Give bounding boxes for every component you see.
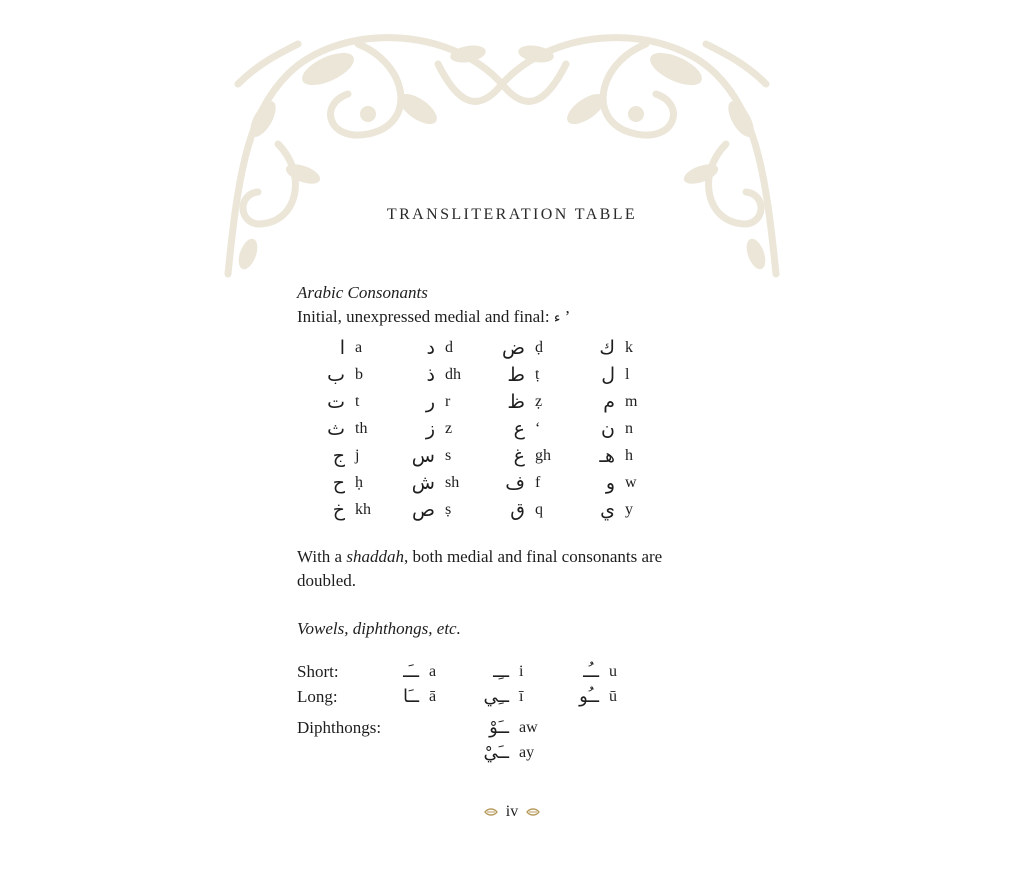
shaddah-note-after: , both medial and final consonants are doubled.	[297, 547, 663, 590]
consonant-cell	[501, 472, 591, 494]
consonant-cell	[321, 364, 411, 386]
arabic-letter: ل	[601, 363, 615, 386]
diphthong-list	[483, 715, 573, 765]
transliteration: ū	[609, 687, 617, 705]
arabic-letter: ي	[600, 498, 615, 521]
consonant-cell	[501, 337, 591, 359]
content-area	[297, 281, 717, 765]
transliteration: b	[355, 365, 363, 383]
transliteration: d	[445, 338, 453, 356]
short-vowel-cell	[573, 661, 663, 682]
transliteration: th	[355, 419, 368, 437]
transliteration: m	[625, 392, 638, 410]
transliteration: q	[535, 500, 543, 518]
transliteration: n	[625, 419, 633, 437]
long-vowel-label: Long:	[297, 686, 338, 706]
short-vowel-row	[297, 659, 717, 684]
long-vowel-row	[297, 684, 717, 709]
transliteration: ṣ	[445, 500, 452, 518]
consonant-cell	[591, 445, 681, 467]
consonant-cell	[501, 418, 591, 440]
arabic-letter: م	[603, 390, 615, 413]
consonant-cell	[501, 391, 591, 413]
diphthong-row	[297, 715, 717, 765]
short-vowel-cell	[483, 661, 573, 682]
arabic-letter: ذ	[426, 363, 435, 386]
vowel-table	[297, 659, 717, 765]
consonant-cell	[321, 391, 411, 413]
arabic-letter: ــُو	[579, 686, 599, 707]
transliteration: j	[355, 446, 360, 464]
arabic-letter: هـ	[599, 444, 615, 467]
arabic-letter: ق	[510, 498, 525, 521]
arabic-letter: و	[605, 471, 615, 494]
transliteration: s	[445, 446, 452, 464]
page-number-text: iv	[505, 803, 519, 820]
consonant-cell	[411, 418, 501, 440]
transliteration: f	[535, 473, 541, 491]
consonant-cell	[591, 418, 681, 440]
consonant-cell	[591, 472, 681, 494]
consonant-cell	[411, 364, 501, 386]
long-vowel-cell	[483, 686, 573, 707]
transliteration: ‘	[535, 419, 541, 437]
transliteration: i	[519, 662, 524, 680]
transliteration: a	[355, 338, 363, 356]
consonant-row	[321, 496, 717, 523]
arabic-letter: ــُـ	[583, 661, 599, 682]
arabic-letter: ــَيْ	[483, 742, 509, 763]
shaddah-note-before: With a	[297, 547, 343, 566]
transliteration: k	[625, 338, 633, 356]
consonant-cell	[321, 445, 411, 467]
consonant-row	[321, 415, 717, 442]
arabic-letter: ش	[411, 471, 435, 494]
transliteration: dh	[445, 365, 461, 383]
arabic-letter: س	[411, 444, 435, 467]
vowels-heading: Vowels, diphthongs, etc.	[297, 619, 461, 638]
page-title: TRANSLITERATION TABLE	[386, 206, 638, 223]
shaddah-note	[297, 545, 697, 593]
consonant-row	[321, 388, 717, 415]
transliteration: y	[625, 500, 633, 518]
consonants-intro	[297, 305, 717, 330]
shaddah-term: shaddah	[346, 547, 404, 566]
diphthong-label: Diphthongs:	[297, 718, 382, 737]
consonant-row	[321, 334, 717, 361]
consonant-cell	[411, 499, 501, 521]
consonant-cell	[321, 472, 411, 494]
transliteration: a	[429, 662, 437, 680]
floral-header-ornament	[218, 24, 786, 284]
consonant-cell	[591, 499, 681, 521]
leaf-ornament-icon	[526, 808, 540, 816]
transliteration: gh	[535, 446, 551, 464]
consonant-table	[321, 334, 717, 523]
arabic-letter: ط	[507, 363, 525, 386]
consonant-cell	[501, 499, 591, 521]
hamza-translit: ’	[564, 307, 571, 326]
arabic-letter: ــِـ	[493, 661, 509, 682]
arabic-letter: ــَـ	[403, 661, 419, 682]
arabic-letter: ز	[425, 417, 435, 440]
consonant-cell	[411, 445, 501, 467]
consonant-cell	[321, 499, 411, 521]
consonant-cell	[591, 364, 681, 386]
arabic-letter: د	[426, 336, 435, 359]
diphthong-cell	[483, 740, 573, 765]
consonant-row	[321, 442, 717, 469]
arabic-letter: ــِي	[483, 686, 509, 707]
transliteration: l	[625, 365, 630, 383]
consonant-cell	[501, 445, 591, 467]
arabic-letter: ــَوْ	[489, 717, 509, 738]
transliteration: sh	[445, 473, 460, 491]
hamza-glyph: ء	[553, 310, 561, 326]
consonant-cell	[501, 364, 591, 386]
arabic-letter: ــَا	[402, 686, 419, 707]
arabic-letter: ف	[505, 471, 525, 494]
transliteration: ẓ	[535, 392, 543, 410]
arabic-letter: ر	[425, 390, 435, 413]
transliteration: ī	[519, 687, 524, 705]
arabic-letter: ا	[339, 336, 345, 359]
arabic-letter: ب	[327, 363, 345, 386]
short-vowel-label: Short:	[297, 661, 339, 681]
consonant-cell	[411, 391, 501, 413]
consonant-cell	[411, 337, 501, 359]
transliteration: ṭ	[535, 365, 540, 383]
transliteration: ay	[519, 743, 535, 761]
arabic-letter: ص	[412, 498, 435, 521]
arabic-letter: ك	[599, 336, 615, 359]
transliteration: aw	[519, 718, 538, 736]
transliteration: ḍ	[535, 338, 543, 356]
consonant-cell	[591, 337, 681, 359]
consonant-cell	[591, 391, 681, 413]
long-vowel-cell	[573, 686, 663, 707]
arabic-letter: ع	[513, 417, 525, 440]
transliteration: ḥ	[355, 473, 363, 491]
arabic-letter: ن	[601, 417, 615, 440]
transliteration: ā	[429, 687, 437, 705]
arabic-letter: غ	[513, 444, 525, 467]
arabic-letter: ج	[332, 444, 345, 467]
arabic-letter: خ	[332, 498, 345, 521]
transliteration: t	[355, 392, 360, 410]
diphthong-cell	[483, 715, 573, 740]
consonant-cell	[411, 472, 501, 494]
transliteration: h	[625, 446, 633, 464]
consonants-heading: Arabic Consonants	[297, 283, 428, 302]
arabic-letter: ض	[502, 336, 525, 359]
long-vowel-cell	[393, 686, 483, 707]
transliteration: u	[609, 662, 617, 680]
transliteration: kh	[355, 500, 371, 518]
short-vowel-cell	[393, 661, 483, 682]
consonant-cell	[321, 337, 411, 359]
consonant-row	[321, 361, 717, 388]
arabic-letter: ظ	[507, 390, 525, 413]
arabic-letter: ث	[327, 417, 345, 440]
page-number	[0, 803, 1024, 821]
consonant-cell	[321, 418, 411, 440]
consonants-intro-text: Initial, unexpressed medial and final:	[297, 307, 550, 326]
consonant-row	[321, 469, 717, 496]
arabic-letter: ح	[332, 471, 345, 494]
transliteration: r	[445, 392, 451, 410]
leaf-ornament-icon	[484, 808, 498, 816]
transliteration: w	[625, 473, 637, 491]
transliteration: z	[445, 419, 453, 437]
arabic-letter: ت	[327, 390, 345, 413]
